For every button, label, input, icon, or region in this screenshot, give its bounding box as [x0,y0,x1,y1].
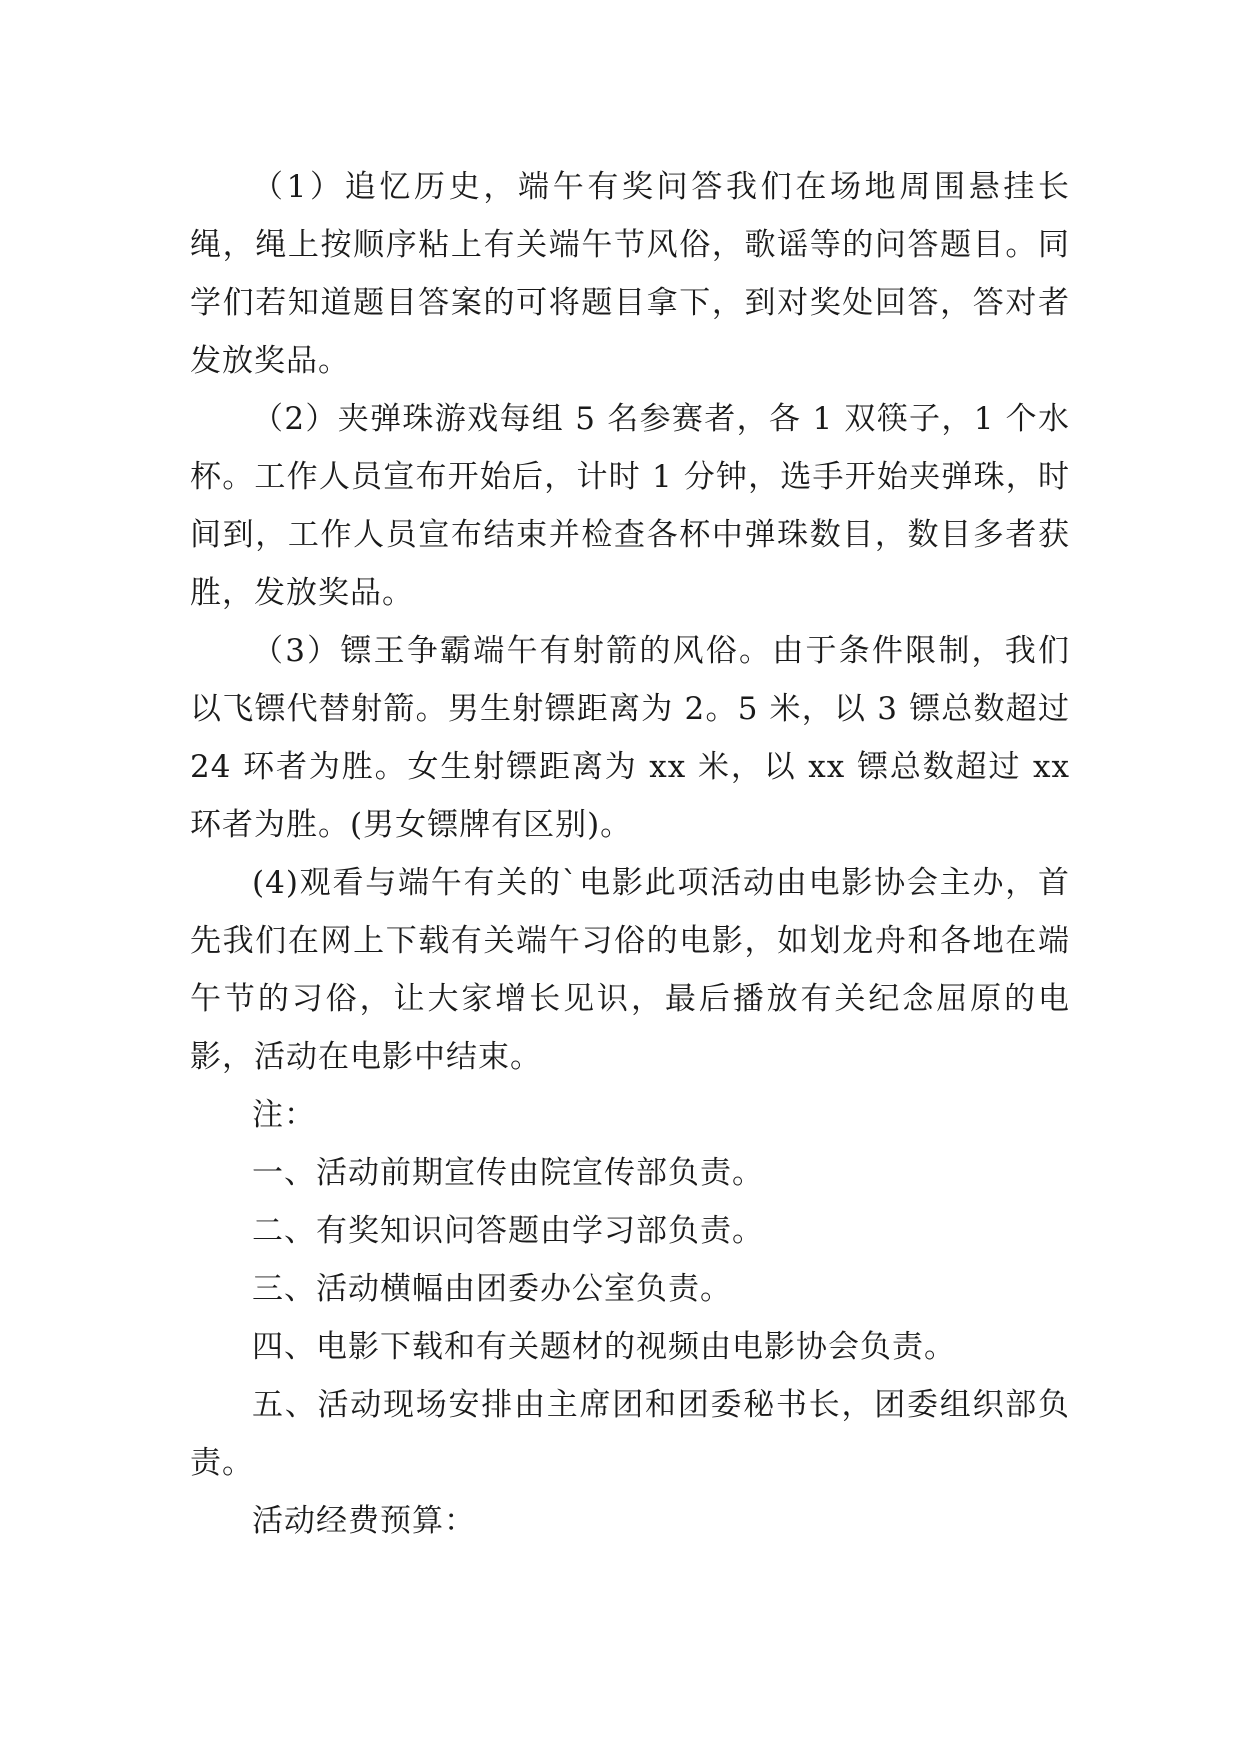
paragraph-quiz-activity: （1）追忆历史，端午有奖问答我们在场地周围悬挂长绳，绳上按顺序粘上有关端午节风俗，歌谣等的问答题目。同学们若知道题目答案的可将题目拿下，到对奖处回答，答对者发放奖品。 [190,169,1070,379]
note-item-5: 五、活动现场安排由主席团和团委秘书长，团委组织部负责。 [190,1387,1070,1481]
note-item-4: 四、电影下载和有关题材的视频由电影协会负责。 [252,1329,956,1365]
paragraph-dart-contest: （3）镖王争霸端午有射箭的风俗。由于条件限制，我们以飞镖代替射箭。男生射镖距离为 2。5 米，以 3 镖总数超过 24 环者为胜。女生射镖距离为 xx 米，以 xx 镖总数超过 xx 环者为胜。(男女镖牌有区别)。 [190,633,1070,843]
note-item-3: 三、活动横幅由团委办公室负责。 [252,1271,732,1307]
notes-heading: 注： [252,1097,316,1133]
budget-heading: 活动经费预算： [252,1503,476,1539]
document-body [190,158,1070,1550]
note-item-1: 一、活动前期宣传由院宣传部负责。 [252,1155,764,1191]
paragraph-movie-viewing: (4)观看与端午有关的`电影此项活动由电影协会主办，首先我们在网上下载有关端午习俗的电影，如划龙舟和各地在端午节的习俗，让大家增长见识，最后播放有关纪念屈原的电影，活动在电影中结束。 [190,865,1070,1075]
paragraph-marble-game: （2）夹弹珠游戏每组 5 名参赛者，各 1 双筷子，1 个水杯。工作人员宣布开始后，计时 1 分钟，选手开始夹弹珠，时间到，工作人员宣布结束并检查各杯中弹珠数目，数目多者获胜，发放奖品。 [190,401,1070,611]
note-item-2: 二、有奖知识问答题由学习部负责。 [252,1213,764,1249]
